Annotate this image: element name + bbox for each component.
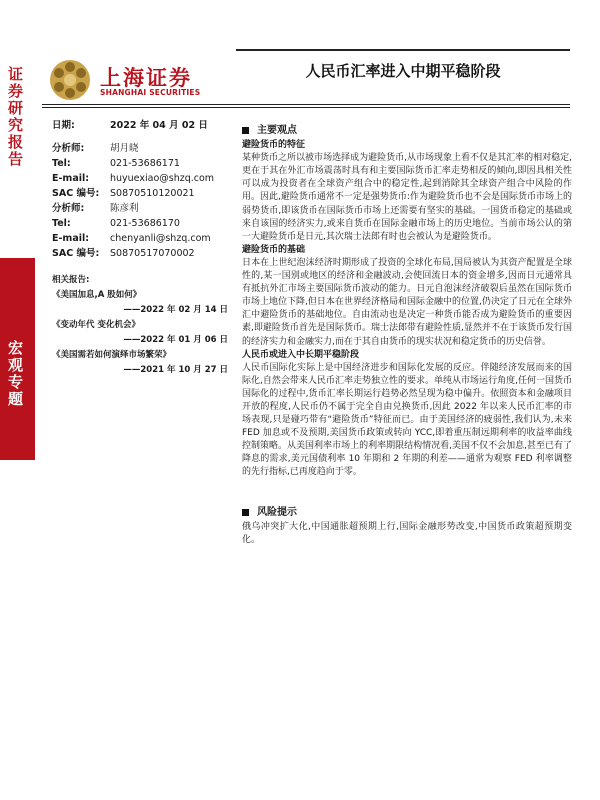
- meta-key: E-mail:: [52, 173, 90, 184]
- subheading: 避险货币的基础: [242, 244, 306, 255]
- risk-heading-text: 风险提示: [257, 506, 297, 518]
- sidebar-category: [0, 258, 35, 460]
- paragraph: 某种货币之所以被市场选择成为避险货币,从市场现象上看不仅是其汇率的相对稳定,更在于其在外汇市场震荡时具有和主要国际货币汇率走势相反的倾向,即因具相关性可以成为投资者在全球资产组合中的稳定性,起到消除其全球资产组合中风险的作用。因此,避险货币通常不一定是强势货币:作为避险货币也不会是国际货币市场上的弱势货币,即该货币在国际货币市场上还需要有坚实的基础。一国货币稳定的基础或来自该国的经济实力,或来自货币在国际金融市场上的历史地位。当前市场公认的第一大避险货币是日元,其次瑞士法郎有时也会被认为是避险货币。: [242, 153, 572, 242]
- meta-value: S0870510120021: [110, 188, 195, 199]
- meta-row: [52, 246, 228, 261]
- meta-row: [52, 186, 228, 201]
- views-heading-text: 主要观点: [257, 125, 297, 136]
- date-label: 日期:: [52, 120, 75, 131]
- sidebar-top: [0, 0, 35, 258]
- bullet-square-icon: [242, 509, 249, 516]
- meta-email-value[interactable]: huyuexiao@shzq.com: [110, 173, 215, 184]
- views-heading: [242, 124, 572, 137]
- company-logo: [48, 58, 218, 102]
- sidebar-bottom: [0, 460, 35, 800]
- meta-value: 陈彦利: [110, 203, 139, 214]
- meta-value: 021-53686170: [110, 218, 180, 229]
- meta-key: Tel:: [52, 218, 71, 229]
- risk-heading: [242, 506, 572, 519]
- paragraph: 日本在上世纪泡沫经济时期形成了投资的全球化布局,国局被认为其资产配置是全球性的,某一国别或地区的经济和金融波动,会使回流日本的资金增多,因而日元通常具有抵抗外汇市场主要国际货币波动的能力。日元自泡沫经济破裂后虽然在国际货币市场上地位下降,但日本在世界经济格局和国际金融中的位置,仍决定了日元在全球外汇中避险货币的基础地位。自由流动也是决定一种货币能否成为避险货币的重要因素,即避险货币首先是国际货币。瑞士法郎带有避险性质,显然并不在于该货币发行国的经济实力和金融实力,而在于其自由货币的现实状况和稳定货币的历史信誉。: [242, 257, 572, 347]
- meta-value: 021-53686171: [110, 158, 180, 169]
- logo-cn-text: 上海证券: [100, 66, 192, 90]
- bullet-square-icon: [242, 127, 249, 134]
- meta-value: S0870517070002: [110, 248, 195, 259]
- report-title: 人民币汇率进入中期平稳阶段: [305, 62, 501, 80]
- sidebar-category-label: 宏观专题: [8, 339, 24, 408]
- meta-list: [52, 141, 228, 261]
- related-report-link[interactable]: 《美国需若如何演绎市场繁荣》: [52, 350, 172, 360]
- logo-en-text: SHANGHAI SECURITIES: [100, 88, 201, 97]
- date-row: [52, 118, 228, 133]
- related-report-date: ——2022 年 02 月 14 日: [123, 305, 228, 315]
- header-rule-2: [42, 107, 570, 108]
- meta-row: [52, 171, 228, 186]
- related-reports-title: 相关报告:: [52, 275, 90, 285]
- meta-key: 分析师:: [52, 203, 85, 214]
- meta-key: Tel:: [52, 158, 71, 169]
- meta-row: [52, 141, 228, 156]
- main-content: [242, 124, 572, 547]
- subheading: 避险货币的特征: [242, 140, 306, 151]
- meta-key: E-mail:: [52, 233, 90, 244]
- meta-key: SAC 编号:: [52, 248, 100, 259]
- meta-value: 胡月晓: [110, 143, 139, 154]
- meta-email-value[interactable]: chenyanli@shzq.com: [110, 233, 211, 244]
- related-report-link[interactable]: 《变动年代 变化机会》: [52, 320, 140, 330]
- related-report-date: ——2021 年 10 月 27 日: [123, 365, 228, 375]
- meta-key: 分析师:: [52, 143, 85, 154]
- logo-emblem-icon: [48, 58, 92, 102]
- header-rule: [42, 104, 570, 105]
- date-value: 2022 年 04 月 02 日: [110, 120, 208, 131]
- header-top-rule: [236, 49, 570, 51]
- paragraph: 俄乌冲突扩大化,中国通胀超预期上行,国际金融形势改变,中国货币政策超预期变化。: [242, 521, 572, 545]
- meta-panel: [52, 118, 228, 375]
- paragraph: 人民币国际化实际上是中国经济进步和国际化发展的反应。伴随经济发展而来的国际化,自然会带来人民币汇率走势独立性的要求。单纯从市场运行角度,任何一国货币国际化的过程中,货币汇率长期运行趋势必然呈现为稳中偏升。依照资本和金融项目开放的程度,人民币仍不属于完全自由兑换货币,因此 2022 年以来人民币汇率的市场表现,只是碰巧带有“避险货币”特征而已。由于美国经济的疲弱性,我们认为,未来 FED 加息或不及预期,美国货币政策或转向 YCC,即着重压制远期利率的收益率曲线控制策略。从美国利率市场上的利率期限结构情况看,美国不仅不会加息,甚至已有了降息的需求,美元国债利率 10 年期和 2 年期的利差——通常为观察 FED 利率调整的先行指标,已再度趋向于零。: [242, 362, 572, 478]
- meta-row: [52, 216, 228, 231]
- related-report-link[interactable]: 《美国加息,A 股如何》: [52, 290, 142, 300]
- subheading: 人民币或进入中长期平稳阶段: [242, 349, 360, 360]
- meta-row: [52, 231, 228, 246]
- meta-row: [52, 156, 228, 171]
- sidebar-report-label: 证券研究报告: [8, 65, 24, 168]
- risk-section: [242, 506, 572, 547]
- related-report-date: ——2022 年 01 月 06 日: [123, 335, 228, 345]
- meta-key: SAC 编号:: [52, 188, 100, 199]
- meta-row: [52, 201, 228, 216]
